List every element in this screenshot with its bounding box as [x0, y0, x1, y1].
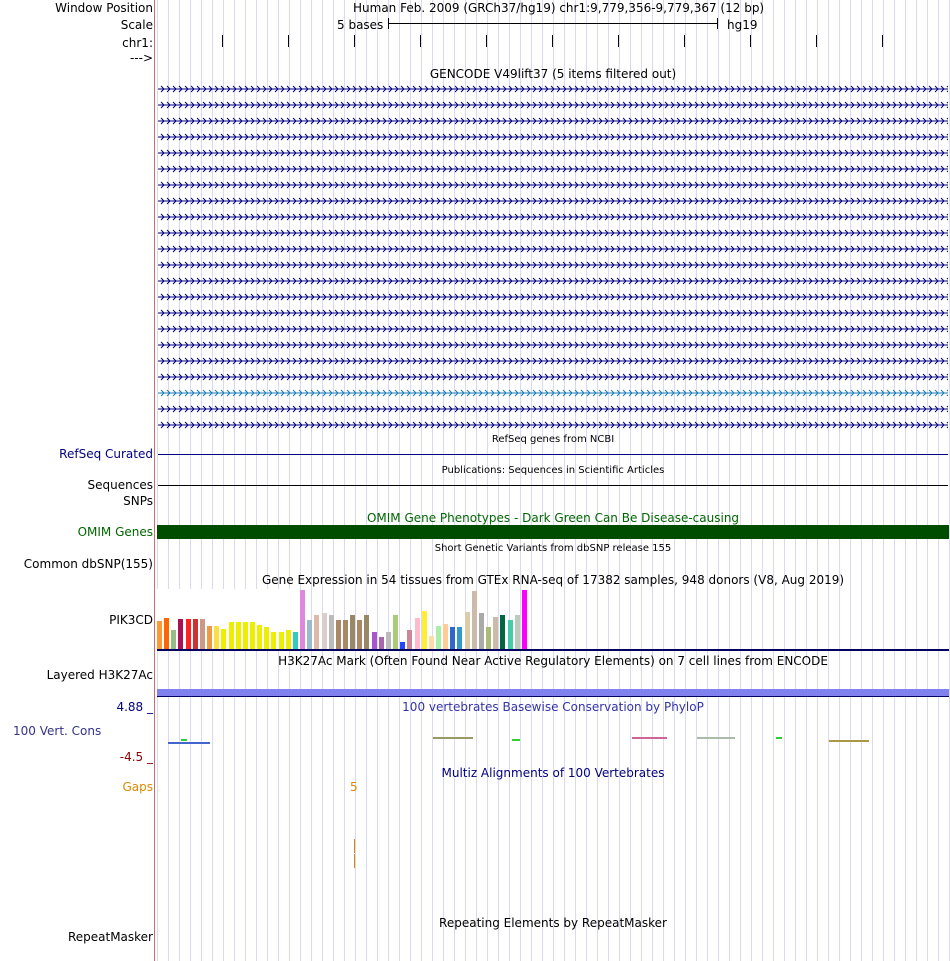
- position-tick: [816, 35, 817, 47]
- gtex-tissue-bar[interactable]: [286, 630, 291, 649]
- position-tick: [882, 35, 883, 47]
- gtex-tissue-bar[interactable]: [500, 615, 505, 649]
- grid-line: [465, 0, 466, 961]
- gtex-tissue-bar[interactable]: [257, 625, 262, 649]
- phylop-ymin: -4.5 _: [119, 750, 153, 764]
- gaps-label[interactable]: Gaps: [122, 780, 153, 794]
- grid-line: [861, 0, 862, 961]
- omim-title[interactable]: OMIM Gene Phenotypes - Dark Green Can Be Disease-causing: [366, 511, 740, 525]
- grid-line: [685, 0, 686, 961]
- gencode-transcript-line[interactable]: [158, 403, 948, 413]
- window-position-label: Window Position: [55, 1, 153, 15]
- position-tick: [684, 35, 685, 47]
- grid-line: [817, 0, 818, 961]
- gtex-tissue-bar[interactable]: [350, 615, 355, 649]
- grid-line: [894, 0, 895, 961]
- publications-line[interactable]: [158, 485, 948, 486]
- grid-line: [652, 0, 653, 961]
- gencode-transcript-line[interactable]: [158, 371, 948, 381]
- position-tick: [354, 35, 355, 47]
- gtex-tissue-bar[interactable]: [508, 620, 513, 649]
- grid-line: [828, 0, 829, 961]
- gtex-tissue-bar[interactable]: [472, 591, 477, 649]
- grid-line: [179, 0, 180, 961]
- gtex-tissue-bar[interactable]: [207, 626, 212, 649]
- gencode-transcript-line[interactable]: [158, 99, 948, 109]
- gtex-tissue-bar[interactable]: [214, 626, 219, 649]
- repeatmasker-title[interactable]: Repeating Elements by RepeatMasker: [439, 916, 667, 930]
- grid-line: [597, 0, 598, 961]
- phylop-score-mark: [776, 737, 782, 739]
- gtex-tissue-bar[interactable]: [486, 627, 491, 649]
- grid-line: [839, 0, 840, 961]
- scale-bar: [388, 23, 718, 24]
- position-tick: [420, 35, 421, 47]
- grid-line: [850, 0, 851, 961]
- scale-bar-left-tick: [388, 18, 389, 29]
- gtex-tissue-bar[interactable]: [221, 629, 226, 649]
- gtex-baseline: [157, 649, 949, 651]
- gtex-tissue-bar[interactable]: [243, 622, 248, 649]
- gtex-tissue-bar[interactable]: [393, 615, 398, 649]
- gtex-tissue-bar[interactable]: [479, 613, 484, 649]
- gtex-tissue-bar[interactable]: [364, 615, 369, 649]
- grid-line: [388, 0, 389, 961]
- insertion-marker: [354, 854, 355, 868]
- gencode-transcript-line[interactable]: [158, 323, 948, 333]
- grid-line: [575, 0, 576, 961]
- gtex-tissue-bar[interactable]: [229, 622, 234, 649]
- position-tick: [486, 35, 487, 47]
- grid-line: [707, 0, 708, 961]
- grid-line: [201, 0, 202, 961]
- gencode-transcript-line[interactable]: [158, 419, 948, 429]
- refseq-title[interactable]: RefSeq genes from NCBI: [491, 434, 615, 445]
- db-text: hg19: [727, 18, 758, 32]
- refseq-line[interactable]: [158, 454, 948, 455]
- grid-line: [410, 0, 411, 961]
- grid-line: [630, 0, 631, 961]
- grid-line: [608, 0, 609, 961]
- gtex-tissue-bar[interactable]: [329, 615, 334, 649]
- dbsnp-title[interactable]: Short Genetic Variants from dbSNP release 155: [434, 543, 672, 554]
- gencode-transcript-line[interactable]: [158, 195, 948, 205]
- gtex-tissue-bar[interactable]: [400, 642, 405, 649]
- grid-line: [553, 0, 554, 961]
- grid-line: [355, 0, 356, 961]
- gtex-tissue-bar[interactable]: [357, 620, 362, 649]
- gtex-tissue-bar[interactable]: [443, 624, 448, 649]
- grid-line: [366, 0, 367, 961]
- refseq-label[interactable]: RefSeq Curated: [59, 447, 153, 461]
- insertion-marker: [354, 839, 355, 853]
- gtex-tissue-bar[interactable]: [407, 630, 412, 649]
- grid-line: [421, 0, 422, 961]
- gtex-tissue-bar[interactable]: [279, 632, 284, 649]
- phylop-label[interactable]: 100 Vert. Cons: [13, 724, 102, 738]
- position-tick: [222, 35, 223, 47]
- grid-line: [333, 0, 334, 961]
- grid-line: [454, 0, 455, 961]
- gencode-transcript-line[interactable]: [158, 259, 948, 269]
- grid-line: [256, 0, 257, 961]
- phylop-score-mark: [697, 737, 735, 739]
- grid-line: [300, 0, 301, 961]
- gencode-transcript-line[interactable]: [158, 227, 948, 237]
- grid-line: [311, 0, 312, 961]
- gencode-transcript-line[interactable]: [158, 291, 948, 301]
- gaps-value: 5: [350, 780, 358, 794]
- h3k27ac-label[interactable]: Layered H3K27Ac: [46, 668, 153, 682]
- gtex-tissue-bar[interactable]: [379, 637, 384, 649]
- grid-line: [740, 0, 741, 961]
- gtex-tissue-bar[interactable]: [293, 632, 298, 649]
- phylop-score-mark: [829, 740, 869, 742]
- gtex-tissue-bar[interactable]: [171, 630, 176, 649]
- snps-label[interactable]: SNPs: [123, 494, 153, 508]
- gencode-transcript-line[interactable]: [158, 131, 948, 141]
- scale-label: Scale: [120, 18, 153, 32]
- grid-line: [586, 0, 587, 961]
- gtex-tissue-bar[interactable]: [236, 622, 241, 649]
- phylop-score-mark: [512, 739, 520, 741]
- gencode-title[interactable]: GENCODE V49lift37 (5 items filtered out): [429, 67, 677, 81]
- grid-line: [267, 0, 268, 961]
- grid-line: [322, 0, 323, 961]
- gtex-tissue-bar[interactable]: [522, 590, 527, 649]
- gtex-tissue-bar[interactable]: [336, 620, 341, 649]
- h3k27ac-baseline: [157, 696, 949, 697]
- position-tick: [288, 35, 289, 47]
- phylop-score-mark: [433, 737, 473, 739]
- gencode-transcript-line[interactable]: [158, 211, 948, 221]
- multiz-title[interactable]: Multiz Alignments of 100 Vertebrates: [441, 766, 665, 780]
- omim-bar[interactable]: [157, 525, 949, 539]
- h3k27ac-bar[interactable]: [157, 689, 949, 696]
- grid-line: [663, 0, 664, 961]
- phylop-title[interactable]: 100 vertebrates Basewise Conservation by PhyloP: [402, 700, 704, 714]
- gtex-tissue-bar[interactable]: [436, 626, 441, 649]
- gtex-tissue-bar[interactable]: [307, 620, 312, 649]
- grid-line: [938, 0, 939, 961]
- phylop-score-mark: [181, 739, 187, 741]
- grid-line: [718, 0, 719, 961]
- publications-label[interactable]: Sequences: [87, 478, 153, 492]
- grid-line: [751, 0, 752, 961]
- gtex-tissue-bar[interactable]: [186, 619, 191, 649]
- gencode-transcript-line[interactable]: [158, 147, 948, 157]
- grid-line: [927, 0, 928, 961]
- gtex-title[interactable]: Gene Expression in 54 tissues from GTEx RNA-seq of 17382 samples, 948 donors (V8, Aug 2019): [261, 573, 845, 587]
- grid-line: [234, 0, 235, 961]
- h3k27ac-title[interactable]: H3K27Ac Mark (Often Found Near Active Regulatory Elements) on 7 cell lines from ENCODE: [278, 654, 828, 668]
- grid-line: [531, 0, 532, 961]
- gencode-transcript-line[interactable]: [158, 83, 948, 93]
- gtex-tissue-bar[interactable]: [271, 632, 276, 649]
- gtex-tissue-bar[interactable]: [372, 632, 377, 649]
- gtex-tissue-bar[interactable]: [157, 621, 162, 649]
- scale-bar-right-tick: [717, 18, 718, 29]
- grid-line: [762, 0, 763, 961]
- grid-line: [212, 0, 213, 961]
- phylop-score-mark: [168, 742, 210, 744]
- grid-line: [795, 0, 796, 961]
- gencode-transcript-line[interactable]: [158, 355, 948, 365]
- scale-text: 5 bases: [337, 18, 384, 32]
- grid-line: [641, 0, 642, 961]
- publications-title[interactable]: Publications: Sequences in Scientific Articles: [441, 465, 665, 476]
- gtex-tissue-bar[interactable]: [422, 611, 427, 649]
- grid-line: [377, 0, 378, 961]
- gtex-tissue-bar[interactable]: [178, 619, 183, 649]
- grid-line: [509, 0, 510, 961]
- gtex-tissue-bar[interactable]: [386, 632, 391, 649]
- gencode-transcript-line[interactable]: [158, 179, 948, 189]
- gencode-transcript-line[interactable]: [158, 243, 948, 253]
- gencode-transcript-line[interactable]: [158, 115, 948, 125]
- grid-line: [190, 0, 191, 961]
- grid-line: [344, 0, 345, 961]
- sidebar-separator: [154, 0, 155, 961]
- grid-line: [619, 0, 620, 961]
- grid-line: [432, 0, 433, 961]
- gtex-tissue-bar[interactable]: [264, 627, 269, 649]
- grid-line: [773, 0, 774, 961]
- position-tick: [552, 35, 553, 47]
- grid-line: [916, 0, 917, 961]
- gtex-tissue-bar[interactable]: [343, 620, 348, 649]
- grid-line: [883, 0, 884, 961]
- grid-line: [498, 0, 499, 961]
- gencode-transcript-line[interactable]: [158, 307, 948, 317]
- grid-line: [564, 0, 565, 961]
- gtex-tissue-bar[interactable]: [457, 627, 462, 649]
- gencode-transcript-line[interactable]: [158, 275, 948, 285]
- grid-line: [289, 0, 290, 961]
- grid-line: [476, 0, 477, 961]
- grid-line: [168, 0, 169, 961]
- grid-line: [245, 0, 246, 961]
- grid-line: [872, 0, 873, 961]
- assembly-position: Human Feb. 2009 (GRCh37/hg19) chr1:9,779,356-9,779,367 (12 bp): [353, 1, 765, 15]
- grid-line: [542, 0, 543, 961]
- gencode-transcript-line[interactable]: [158, 387, 948, 397]
- gtex-tissue-bar[interactable]: [515, 615, 520, 649]
- chrom-label: chr1:: [122, 36, 153, 50]
- gencode-transcript-line[interactable]: [158, 163, 948, 173]
- gtex-tissue-bar[interactable]: [322, 613, 327, 649]
- strand-label: --->: [129, 51, 153, 65]
- grid-line: [487, 0, 488, 961]
- grid-line: [399, 0, 400, 961]
- omim-label[interactable]: OMIM Genes: [77, 525, 153, 539]
- grid-line: [520, 0, 521, 961]
- grid-line: [905, 0, 906, 961]
- gtex-tissue-bar[interactable]: [450, 627, 455, 649]
- grid-line: [443, 0, 444, 961]
- gtex-tissue-bar[interactable]: [200, 619, 205, 649]
- phylop-score-mark: [632, 737, 667, 739]
- gencode-transcript-line[interactable]: [158, 339, 948, 349]
- dbsnp-label[interactable]: Common dbSNP(155): [23, 557, 153, 571]
- gtex-tissue-bar[interactable]: [193, 619, 198, 649]
- grid-line: [674, 0, 675, 961]
- grid-line: [157, 0, 158, 961]
- grid-line: [806, 0, 807, 961]
- gtex-tissue-bar[interactable]: [164, 618, 169, 649]
- gtex-tissue-bar[interactable]: [465, 612, 470, 649]
- gtex-tissue-bar[interactable]: [493, 617, 498, 649]
- repeatmasker-label[interactable]: RepeatMasker: [67, 930, 153, 944]
- position-tick: [750, 35, 751, 47]
- gtex-tissue-bar[interactable]: [314, 615, 319, 649]
- position-tick: [618, 35, 619, 47]
- phylop-ymax: 4.88 _: [116, 700, 153, 714]
- grid-line: [223, 0, 224, 961]
- gtex-tissue-bar[interactable]: [429, 636, 434, 649]
- gtex-tissue-bar[interactable]: [250, 622, 255, 649]
- grid-line: [278, 0, 279, 961]
- gtex-label[interactable]: PIK3CD: [109, 613, 153, 627]
- grid-line: [696, 0, 697, 961]
- grid-line: [784, 0, 785, 961]
- gtex-tissue-bar[interactable]: [300, 590, 305, 649]
- gtex-tissue-bar[interactable]: [415, 618, 420, 649]
- grid-line: [729, 0, 730, 961]
